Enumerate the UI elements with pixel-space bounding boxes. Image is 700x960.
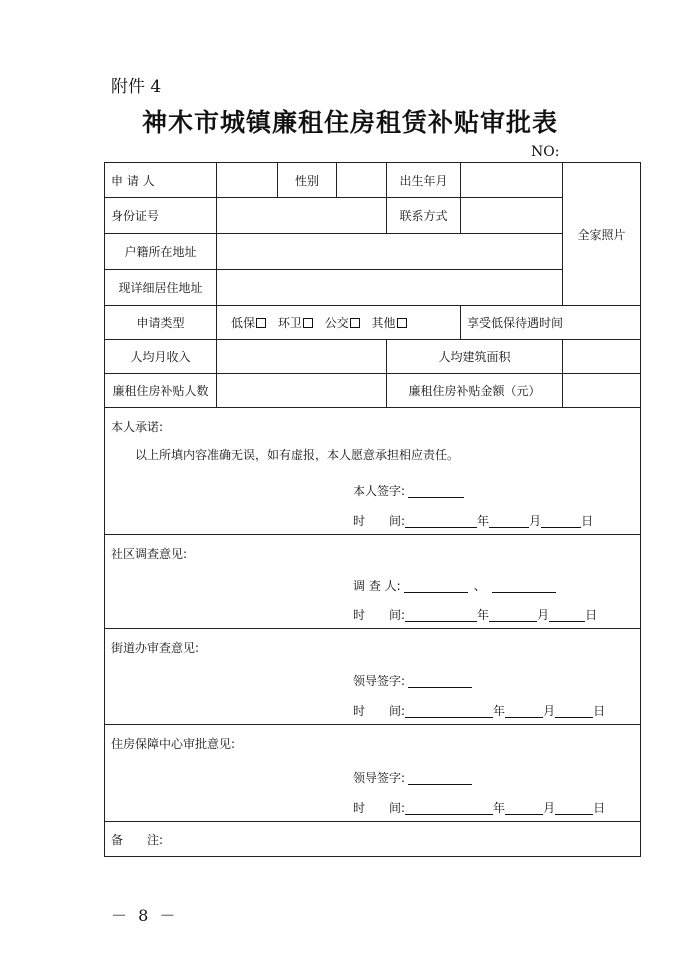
apply-type-label: 申请类型 — [105, 306, 217, 340]
month-field[interactable] — [505, 801, 543, 815]
subsidy-people-label: 廉租住房补贴人数 — [105, 374, 217, 408]
community-date-line: 时 间: 年 月 日 — [353, 608, 598, 622]
day-field[interactable] — [541, 514, 581, 528]
community-label: 社区调查意见: — [111, 547, 188, 561]
form-number-label: NO: — [531, 144, 560, 160]
applicant-field[interactable] — [217, 163, 278, 198]
attachment-label: 附件 4 — [111, 77, 162, 97]
checkbox-icon[interactable] — [397, 318, 407, 328]
page-number: － 8 － — [111, 906, 179, 925]
id-number-field[interactable] — [217, 198, 387, 234]
hukou-address-field[interactable] — [217, 234, 563, 270]
apply-type-options — [217, 306, 461, 340]
gender-field[interactable] — [337, 163, 387, 198]
type-option-other[interactable]: 其他 — [372, 316, 407, 330]
center-label: 住房保障中心审批意见: — [111, 737, 236, 751]
type-option-huanwei[interactable]: 环卫 — [278, 316, 321, 330]
street-label: 街道办审查意见: — [111, 641, 200, 655]
promise-section — [105, 408, 641, 535]
form-title: 神木市城镇廉租住房租赁补贴审批表 — [141, 108, 558, 137]
row-street — [105, 629, 641, 725]
current-address-field[interactable] — [217, 270, 563, 306]
center-sign-line: 领导签字: — [353, 769, 472, 786]
checkbox-icon[interactable] — [303, 318, 313, 328]
monthly-income-field[interactable] — [217, 340, 387, 374]
id-number-label: 身份证号 — [105, 198, 217, 234]
family-photo-cell[interactable]: 全家照片 — [563, 163, 641, 306]
day-field[interactable] — [555, 704, 593, 718]
checkbox-icon[interactable] — [256, 318, 266, 328]
current-address-label: 现详细居住地址 — [105, 270, 217, 306]
birth-field[interactable] — [461, 163, 563, 198]
monthly-income-label: 人均月收入 — [105, 340, 217, 374]
month-field[interactable] — [489, 514, 529, 528]
month-field[interactable] — [505, 704, 543, 718]
contact-label: 联系方式 — [387, 198, 461, 234]
subsidy-people-field[interactable] — [217, 374, 387, 408]
promise-sign-line: 本人签字: — [353, 482, 464, 499]
signature-field[interactable] — [408, 674, 472, 688]
investigator-field-1[interactable] — [404, 579, 468, 593]
street-sign-line: 领导签字: — [353, 672, 472, 689]
row-current-address — [105, 270, 641, 306]
signature-field[interactable] — [408, 771, 472, 785]
subsidy-amount-field[interactable] — [563, 374, 641, 408]
approval-form-table — [104, 162, 641, 857]
row-center — [105, 725, 641, 822]
type-option-gongjiao[interactable]: 公交 — [325, 316, 368, 330]
signature-field[interactable] — [408, 484, 464, 498]
month-field[interactable] — [489, 608, 537, 622]
checkbox-icon[interactable] — [350, 318, 360, 328]
remarks-label: 备 注: — [111, 832, 164, 847]
row-id — [105, 198, 641, 234]
community-section — [105, 535, 641, 629]
promise-date-line: 时 间: 年 月 日 — [353, 514, 594, 528]
row-hukou — [105, 234, 641, 270]
row-applicant — [105, 163, 641, 198]
applicant-label: 申 请 人 — [105, 163, 217, 198]
row-subsidy — [105, 374, 641, 408]
building-area-label: 人均建筑面积 — [387, 340, 563, 374]
row-apply-type — [105, 306, 641, 340]
type-option-dibao[interactable]: 低保 — [231, 316, 274, 330]
contact-field[interactable] — [461, 198, 563, 234]
building-area-field[interactable] — [563, 340, 641, 374]
row-remarks — [105, 822, 641, 857]
row-income — [105, 340, 641, 374]
center-section — [105, 725, 641, 822]
investigator-field-2[interactable] — [492, 579, 556, 593]
promise-text: 以上所填内容准确无误，如有虚报，本人愿意承担相应责任。 — [135, 448, 460, 462]
center-date-line: 时 间: 年 月 日 — [353, 801, 606, 815]
day-field[interactable] — [555, 801, 593, 815]
street-section — [105, 629, 641, 725]
remarks-cell[interactable] — [105, 822, 641, 857]
year-field[interactable] — [405, 514, 477, 528]
gender-label: 性别 — [278, 163, 337, 198]
street-date-line: 时 间: 年 月 日 — [353, 704, 606, 718]
row-community — [105, 535, 641, 629]
year-field[interactable] — [405, 801, 493, 815]
day-field[interactable] — [549, 608, 585, 622]
year-field[interactable] — [405, 704, 493, 718]
promise-label: 本人承诺: — [111, 420, 164, 434]
row-promise — [105, 408, 641, 535]
low-income-time-label: 享受低保待遇时间 — [461, 306, 641, 340]
birth-label: 出生年月 — [387, 163, 461, 198]
subsidy-amount-label: 廉租住房补贴金额（元） — [387, 374, 563, 408]
year-field[interactable] — [405, 608, 477, 622]
investigator-line: 调 查 人: 、 — [353, 577, 556, 594]
hukou-address-label: 户籍所在地址 — [105, 234, 217, 270]
